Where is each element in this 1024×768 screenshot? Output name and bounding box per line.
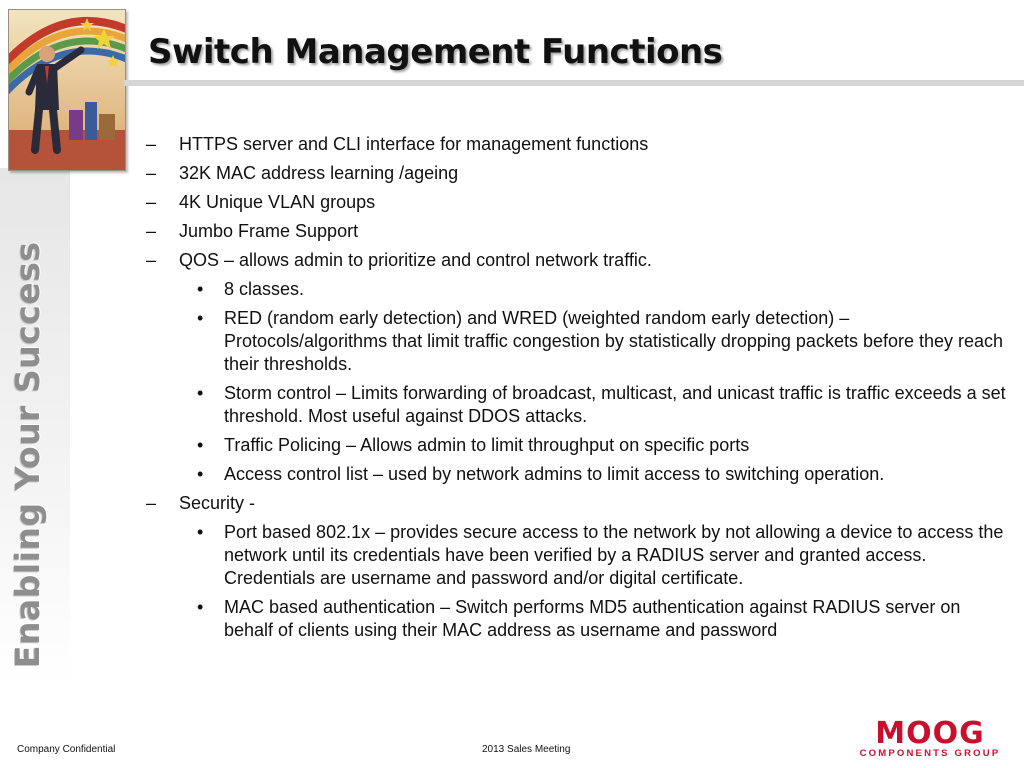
dot-bullet: • — [197, 279, 204, 299]
sub-list-item-text: 8 classes. — [224, 279, 305, 299]
title-divider — [124, 80, 1024, 86]
businessman-stars-illustration — [8, 9, 126, 171]
dash-bullet: – — [146, 221, 157, 241]
dot-bullet: • — [197, 597, 204, 617]
footer-confidential: Company Confidential — [17, 744, 116, 755]
list-item-text: 4K Unique VLAN groups — [179, 192, 376, 212]
slide-title: Switch Management Functions — [148, 32, 723, 72]
sub-list-item — [197, 521, 1006, 590]
sub-list-item — [197, 596, 1006, 642]
dash-bullet: – — [146, 134, 157, 154]
sub-list-item — [197, 307, 1006, 376]
logo-subtitle: COMPONENTS GROUP — [859, 748, 1001, 759]
dash-bullet: – — [146, 493, 157, 513]
list-item — [146, 133, 1006, 156]
dash-bullet: – — [146, 163, 157, 183]
sub-list-item — [197, 434, 1006, 457]
sub-list-item — [197, 382, 1006, 428]
sub-list-item-text: Access control list – used by network admins to limit access to switching operation. — [224, 464, 885, 484]
list-item-text: HTTPS server and CLI interface for management functions — [179, 134, 649, 154]
sub-list-item — [197, 463, 1006, 486]
left-tagline-strip — [0, 168, 70, 688]
sub-list-item-text: Port based 802.1x – provides secure access to the network by not allowing a device to access the network until its credentials have been verified by a RADIUS server and granted access. Credentials are username and password and/or digital certificate. — [224, 522, 1004, 588]
dash-bullet: – — [146, 250, 157, 270]
slide-body — [146, 133, 1006, 648]
list-item-text: Security - — [179, 493, 256, 513]
sub-list-item-text: Traffic Policing – Allows admin to limit throughput on specific ports — [224, 435, 750, 455]
list-item — [146, 220, 1006, 243]
sub-list-item-text: RED (random early detection) and WRED (weighted random early detection) – Protocols/algorithms that limit traffic congestion by statistically dropping packets before they reach their thresholds. — [224, 308, 1004, 374]
dot-bullet: • — [197, 464, 204, 484]
vertical-tagline: Enabling Your Success — [8, 241, 47, 668]
dash-bullet: – — [146, 192, 157, 212]
logo-wordmark: MOOG — [875, 716, 985, 751]
sub-list-item-text: MAC based authentication – Switch performs MD5 authentication against RADIUS server on behalf of clients using their MAC address as username and password — [224, 597, 961, 640]
dot-bullet: • — [197, 435, 204, 455]
list-item — [146, 162, 1006, 185]
footer-event: 2013 Sales Meeting — [482, 744, 571, 755]
list-item — [146, 191, 1006, 214]
moog-logo — [858, 716, 1002, 759]
list-item-text: QOS – allows admin to prioritize and control network traffic. — [179, 250, 652, 270]
illustration-icon — [9, 10, 125, 170]
dot-bullet: • — [197, 383, 204, 403]
list-item-text: Jumbo Frame Support — [179, 221, 359, 241]
list-item — [146, 492, 1006, 515]
dot-bullet: • — [197, 522, 204, 542]
dot-bullet: • — [197, 308, 204, 328]
list-item-text: 32K MAC address learning /ageing — [179, 163, 459, 183]
list-item — [146, 249, 1006, 272]
sub-list-item-text: Storm control – Limits forwarding of broadcast, multicast, and unicast traffic is traffic exceeds a set threshold. Most useful against DDOS attacks. — [224, 383, 1006, 426]
sub-list-item — [197, 278, 1006, 301]
